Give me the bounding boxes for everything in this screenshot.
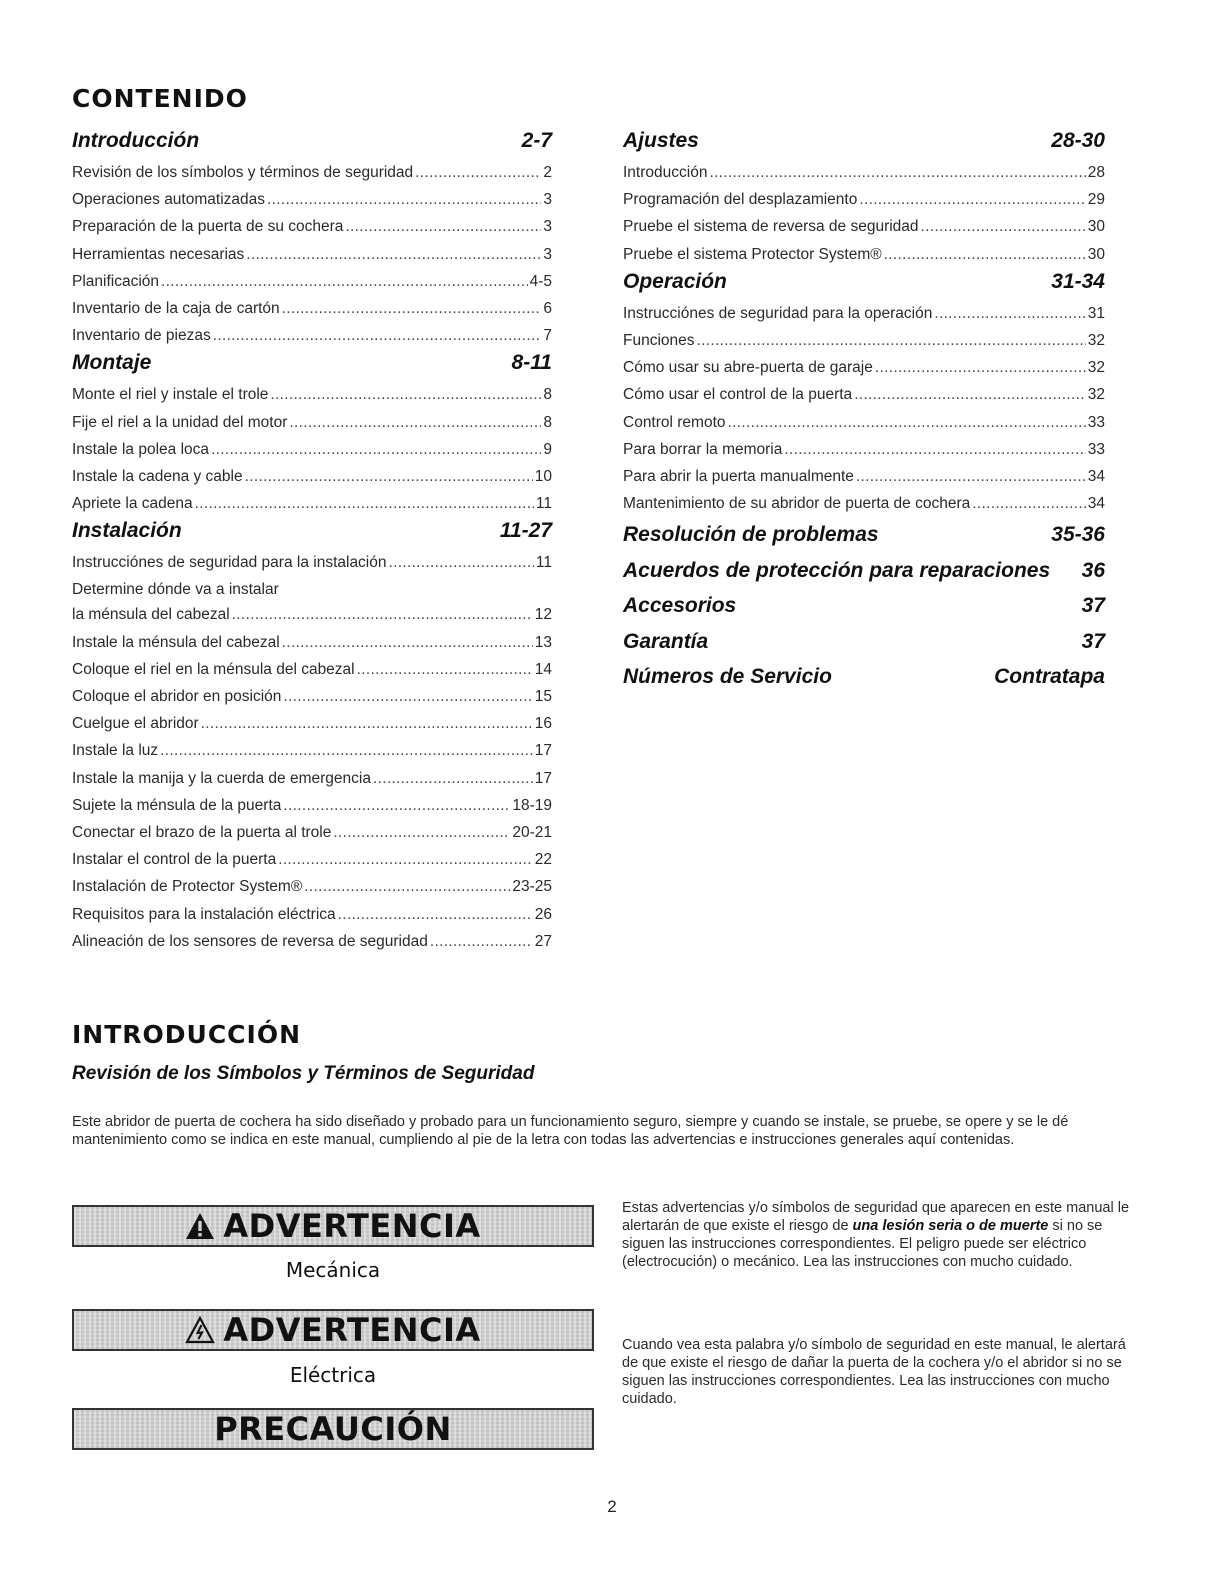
- toc-entry[interactable]: [72, 792, 552, 819]
- toc-entry-leader: [161, 268, 528, 295]
- toc-entry-text: Coloque el riel en la ménsula del cabezal: [72, 660, 355, 678]
- toc-entry-leader: [697, 327, 1086, 354]
- toc-entry-text: Programación del desplazamiento: [623, 191, 858, 209]
- electric-hazard-icon: [185, 1316, 215, 1344]
- toc-section-title: Montaje: [72, 351, 152, 375]
- toc-section-heading: [72, 517, 552, 549]
- toc-entry-text: Cómo usar su abre-puerta de garaje: [623, 359, 873, 377]
- toc-entry-text: Pruebe el sistema Protector System®: [623, 245, 882, 263]
- toc-section-pages: 28-30: [1051, 129, 1105, 152]
- toc-section-pages: 11-27: [499, 519, 552, 543]
- toc-section-title: Acuerdos de protección para reparaciones: [623, 558, 1051, 582]
- toc-entry[interactable]: [72, 765, 552, 792]
- toc-entry-page: 7: [543, 327, 552, 345]
- toc-section-pages: 37: [1081, 629, 1105, 653]
- toc-section-title: Accesorios: [623, 594, 737, 618]
- toc-entry[interactable]: [72, 601, 552, 628]
- sign-label: PRECAUCIÓN: [214, 1410, 452, 1448]
- toc-entry-page: 34: [1087, 495, 1105, 513]
- toc-entry[interactable]: [72, 186, 552, 213]
- toc-section-title: Garantía: [623, 629, 709, 653]
- toc-entry-text: Instale la luz: [72, 742, 159, 760]
- toc-entry-text: Introducción: [623, 164, 708, 181]
- toc-section-title: Resolución de problemas: [623, 523, 879, 547]
- toc-entry[interactable]: [72, 409, 552, 436]
- toc-section-pages: 8-11: [511, 351, 552, 375]
- toc-entry-page: 32: [1087, 359, 1105, 377]
- intro-title: INTRODUCCIÓN: [72, 1020, 302, 1049]
- toc-entry[interactable]: [623, 300, 1105, 327]
- toc-entry-leader: [728, 409, 1086, 436]
- toc-section-title: Introducción: [72, 129, 200, 152]
- toc-entry-leader: [854, 381, 1086, 408]
- toc-entry-leader: [282, 295, 542, 322]
- toc-section-heading[interactable]: [623, 659, 1105, 695]
- toc-entry-text: Instalación de Protector System®: [72, 878, 303, 896]
- toc-entry-text: Instrucciónes de seguridad para la operación: [623, 304, 933, 322]
- toc-section-title: Ajustes: [623, 129, 699, 152]
- toc-entry-page: 2: [543, 164, 552, 181]
- intro-body: Este abridor de puerta de cochera ha sido diseñado y probado para un funcionamiento seguro, siempre y cuando se instale, se pruebe, se opere y se le dé mantenimiento como se indica en este manual, cumpliendo al pie de la letra con todas las advertencias e instrucciones generales aquí contenidas.: [72, 1114, 1069, 1148]
- toc-entry-page: 23-25: [512, 878, 552, 896]
- toc-entry[interactable]: [72, 463, 552, 490]
- toc-entry-page: 34: [1087, 467, 1105, 485]
- toc-entry-text: Herramientas necesarias: [72, 245, 245, 263]
- sign-label: ADVERTENCIA: [223, 1207, 481, 1245]
- toc-entry[interactable]: [623, 463, 1105, 490]
- toc-entry[interactable]: [72, 737, 552, 764]
- toc-section-pages: 31-34: [1051, 269, 1105, 293]
- sign-caption-electrica: Eléctrica: [289, 1363, 377, 1387]
- toc-entry-leader: [283, 683, 532, 710]
- toc-entry-leader: [283, 792, 510, 819]
- toc-entry-leader: [270, 381, 541, 408]
- toc-entry[interactable]: [72, 436, 552, 463]
- toc-entry-text: Cómo usar el control de la puerta: [623, 386, 853, 404]
- toc-entry-page: 33: [1087, 440, 1105, 458]
- toc-entry-leader: [389, 549, 534, 576]
- toc-entry-leader: [213, 322, 542, 349]
- toc-entry-page: 3: [543, 245, 552, 263]
- toc-entry-text: Funciones: [623, 331, 695, 349]
- toc-entry-page: 16: [534, 715, 552, 733]
- warning-triangle-icon: [185, 1212, 215, 1240]
- toc-entry-page: 30: [1087, 218, 1105, 236]
- toc-entry-text: Inventario de piezas: [72, 327, 211, 345]
- toc-entry-page: 3: [543, 218, 552, 236]
- toc-entry-text-line[interactable]: Determine dónde va a instalar: [72, 581, 279, 599]
- toc-entry-leader: [373, 765, 533, 792]
- toc-entry[interactable]: [72, 241, 552, 268]
- toc-entry[interactable]: [623, 409, 1105, 436]
- toc-section-heading[interactable]: [623, 624, 1105, 660]
- toc-entry-text: Coloque el abridor en posición: [72, 688, 282, 705]
- toc-entry-page: 31: [1087, 304, 1105, 322]
- toc-section-heading: [623, 127, 1105, 159]
- toc-entry-text: la ménsula del cabezal: [72, 606, 230, 624]
- toc-entry-page: 18-19: [512, 796, 552, 814]
- toc-entry-text: Sujete la ménsula de la puerta: [72, 796, 282, 814]
- warning-sign-electrica: [72, 1309, 594, 1351]
- toc-entry-page: 14: [534, 660, 552, 678]
- toc-entry-page: 8: [543, 413, 552, 431]
- toc-entry[interactable]: [72, 656, 552, 683]
- toc-entry[interactable]: [72, 846, 552, 873]
- toc-entry-page: 32: [1087, 386, 1105, 404]
- toc-entry-page: 3: [543, 191, 552, 209]
- toc-entry-leader: [884, 241, 1086, 268]
- toc-entry-leader: [282, 629, 533, 656]
- toc-entry-text: Instale la cadena y cable: [72, 467, 243, 485]
- toc-entry-leader: [246, 241, 541, 268]
- intro-subtitle: Revisión de los Símbolos y Términos de Seguridad: [72, 1063, 535, 1084]
- toc-entry-text: Inventario de la caja de cartón: [72, 299, 280, 317]
- toc-entry[interactable]: [623, 436, 1105, 463]
- toc-entry[interactable]: [72, 901, 552, 928]
- toc-entry-page: 29: [1087, 191, 1105, 209]
- toc-entry-text: Preparación de la puerta de su cochera: [72, 218, 344, 236]
- toc-entry-text: Apriete la cadena: [72, 495, 193, 513]
- toc-entry-leader: [211, 436, 541, 463]
- toc-section-title: Números de Servicio: [623, 665, 832, 689]
- toc-entry-leader: [245, 463, 533, 490]
- toc-entry[interactable]: [72, 710, 552, 737]
- toc-entry-page: 28: [1087, 164, 1105, 181]
- toc-entry-text: Fije el riel a la unidad del motor: [72, 413, 288, 431]
- toc-entry-leader: [333, 819, 510, 846]
- caution-explanation: Cuando vea esta palabra y/o símbolo de seguridad en este manual, le alertará de que existe el riesgo de dañar la puerta de la cochera y/o el abridor si no se siguen las instrucciones correspondientes. Lea las instrucciones con mucho cuidado.: [622, 1337, 1126, 1407]
- toc-entry-page: 27: [534, 932, 552, 950]
- toc-entry[interactable]: [72, 322, 552, 349]
- toc-entry-leader: [415, 159, 541, 186]
- toc-entry-leader: [921, 213, 1086, 240]
- toc-entry-leader: [304, 873, 510, 900]
- toc-entry-text: Monte el riel y instale el trole: [72, 386, 269, 404]
- toc-entry-page: 32: [1087, 331, 1105, 349]
- toc-entry-page: 15: [534, 688, 552, 705]
- toc-entry-leader: [934, 300, 1085, 327]
- toc-entry[interactable]: [72, 629, 552, 656]
- toc-entry-page: 33: [1087, 413, 1105, 431]
- toc-section-pages: 35-36: [1051, 523, 1105, 547]
- toc-entry[interactable]: [72, 819, 552, 846]
- toc-entry-page: 12: [534, 606, 552, 624]
- toc-entry[interactable]: [72, 549, 552, 576]
- toc-entry-text: Control remoto: [623, 413, 726, 431]
- toc-section-heading[interactable]: [623, 517, 1105, 553]
- page-number: 2: [607, 1497, 617, 1516]
- toc-entry-leader: [289, 409, 541, 436]
- toc-entry-text: Instale la ménsula del cabezal: [72, 633, 280, 651]
- toc-left-column: [72, 127, 552, 955]
- toc-entry-text: Operaciones automatizadas: [72, 191, 266, 209]
- toc-entry-leader: [160, 737, 533, 764]
- toc-entry-leader: [201, 710, 533, 737]
- toc-entry-leader: [709, 159, 1085, 186]
- toc-entry[interactable]: [72, 213, 552, 240]
- warning-sign-mecanica: [72, 1205, 594, 1247]
- toc-entry[interactable]: [72, 268, 552, 295]
- toc-entry-text: Alineación de los sensores de reversa de seguridad: [72, 932, 428, 950]
- toc-entry-page: 6: [543, 299, 552, 317]
- toc-right-column: [623, 127, 1105, 695]
- toc-entry[interactable]: [72, 873, 552, 900]
- sign-label: ADVERTENCIA: [223, 1311, 481, 1349]
- toc-entry-text: Requisitos para la instalación eléctrica: [72, 905, 336, 923]
- toc-entry-text: Para abrir la puerta manualmente: [623, 467, 854, 485]
- toc-entry-leader: [267, 186, 541, 213]
- warning-explanation-emphasis: una lesión seria o de muerte: [852, 1218, 1049, 1234]
- toc-entry-page: 9: [543, 440, 552, 458]
- toc-entry-leader: [856, 463, 1086, 490]
- toc-section-pages: Contratapa: [994, 665, 1105, 689]
- toc-entry-text: Instalar el control de la puerta: [72, 851, 277, 869]
- warning-explanation: [622, 1199, 1144, 1271]
- toc-entry-leader: [875, 354, 1086, 381]
- toc-entry-page: 26: [534, 905, 552, 923]
- toc-section-heading: [72, 349, 552, 381]
- toc-entry-leader: [195, 490, 534, 517]
- toc-entry-leader: [345, 213, 541, 240]
- toc-entry-text: Para borrar la memoria: [623, 440, 783, 458]
- toc-entry-page: 17: [534, 769, 552, 787]
- toc-section-heading[interactable]: [623, 588, 1105, 624]
- toc-entry-leader: [232, 601, 533, 628]
- toc-section-title: Operación: [623, 269, 727, 293]
- toc-entry-leader: [972, 490, 1086, 517]
- caution-sign: [72, 1408, 594, 1450]
- toc-entry-text: Mantenimiento de su abridor de puerta de cochera: [623, 495, 971, 513]
- toc-entry-page: 20-21: [512, 823, 552, 841]
- toc-entry[interactable]: [623, 490, 1105, 517]
- toc-entry[interactable]: [623, 241, 1105, 268]
- toc-entry[interactable]: [72, 683, 552, 710]
- toc-entry-text: Revisión de los símbolos y términos de seguridad: [72, 164, 414, 181]
- toc-entry-page: 17: [534, 742, 552, 760]
- toc-entry-page: 13: [534, 633, 552, 651]
- toc-entry[interactable]: [623, 186, 1105, 213]
- toc-entry-leader: [357, 656, 533, 683]
- toc-entry[interactable]: [623, 327, 1105, 354]
- toc-section-pages: 36: [1081, 558, 1105, 582]
- toc-entry-leader: [278, 846, 533, 873]
- toc-entry-text: Instrucciónes de seguridad para la instalación: [72, 554, 387, 572]
- toc-entry[interactable]: [72, 159, 552, 186]
- toc-section-title: Instalación: [72, 519, 182, 543]
- toc-entry[interactable]: [623, 213, 1105, 240]
- toc-section-pages: 2-7: [521, 129, 552, 152]
- warning-explanation-before: Estas advertencias y/o símbolos de seguridad que aparecen en este manual le alertarán de que existe el riesgo de: [622, 1200, 1130, 1234]
- toc-entry-page: 22: [534, 851, 552, 869]
- toc-entry[interactable]: [623, 354, 1105, 381]
- warning-explanation-after: si no se siguen las instrucciones correspondientes. El peligro puede ser eléctrico (electrocución) o mecánico. Lea las instrucciones con mucho cuidado.: [622, 1218, 1103, 1270]
- toc-entry-text: Cuelgue el abridor: [72, 715, 199, 733]
- toc-entry-page: 30: [1087, 245, 1105, 263]
- toc-entry[interactable]: [623, 159, 1105, 186]
- toc-title: CONTENIDO: [72, 84, 248, 113]
- toc-section-heading: [623, 268, 1105, 300]
- toc-section-pages: 37: [1081, 594, 1105, 618]
- toc-section-heading[interactable]: [623, 553, 1105, 589]
- toc-entry[interactable]: [72, 928, 552, 955]
- toc-entry[interactable]: [72, 295, 552, 322]
- toc-section-heading: [72, 127, 552, 159]
- toc-entry-leader: [859, 186, 1085, 213]
- toc-entry-leader: [784, 436, 1085, 463]
- toc-entry-text: Conectar el brazo de la puerta al trole: [72, 823, 332, 841]
- toc-entry-page: 11: [535, 495, 552, 513]
- toc-entry-leader: [338, 901, 533, 928]
- toc-entry-text: Instale la polea loca: [72, 440, 210, 458]
- toc-entry-page: 4-5: [529, 272, 552, 290]
- toc-entry-text: Instale la manija y la cuerda de emergencia: [72, 769, 371, 787]
- toc-entry-text: Planificación: [72, 272, 160, 290]
- toc-entry-page: 8: [543, 386, 552, 404]
- toc-entry-leader: [430, 928, 533, 955]
- toc-entry-page: 11: [535, 554, 552, 572]
- sign-caption-mecanica: Mecánica: [285, 1258, 381, 1282]
- toc-entry[interactable]: [623, 381, 1105, 408]
- toc-entry-page: 10: [534, 467, 552, 485]
- toc-entry[interactable]: [72, 490, 552, 517]
- toc-entry-text: Pruebe el sistema de reversa de seguridad: [623, 218, 919, 236]
- toc-entry[interactable]: [72, 381, 552, 408]
